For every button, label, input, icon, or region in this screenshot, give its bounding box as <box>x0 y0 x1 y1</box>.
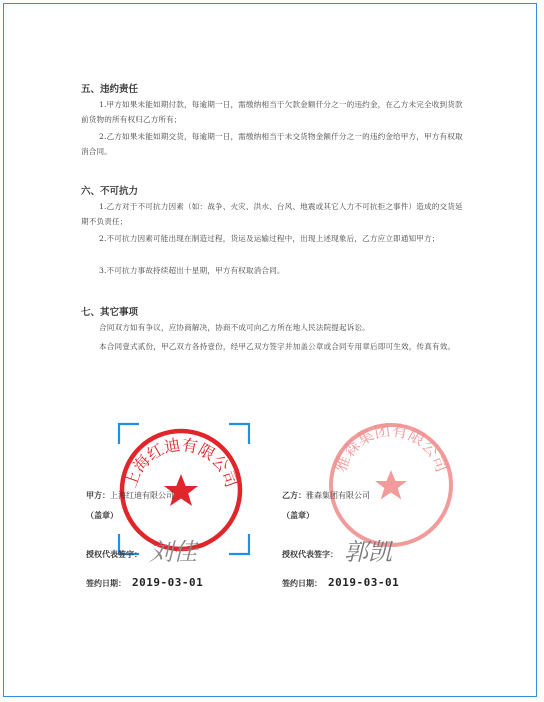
party-b-line <box>282 490 370 501</box>
section-title-other: 七、其它事项 <box>81 307 139 318</box>
party-a-date: 2019-03-01 <box>132 576 204 589</box>
party-b-label: 乙方： <box>282 491 306 500</box>
party-a-name: 上海红迪有限公司 <box>110 491 174 500</box>
party-a-signature-text: 刘佳 <box>149 538 197 566</box>
paragraph: 2.不可抗力因素可能出现在制造过程，货运及运输过程中，出现上述现象后，乙方应立即通知甲方； <box>99 234 440 243</box>
party-a-signature <box>145 530 205 570</box>
paragraph: 1.乙方对于不可抗力因素（如：战争、火灾、洪水、台风、地震或其它人力不可抗拒之事件）造成的交货延期不负责任； <box>81 202 463 226</box>
party-a-date-line <box>86 576 203 589</box>
paragraph: 3.不可抗力事故持续超出十星期，甲方有权取消合同。 <box>99 266 285 275</box>
section-title-force-majeure: 六、不可抗力 <box>81 186 139 197</box>
party-b-date-line <box>282 576 399 589</box>
paragraph: 1.甲方如果未能如期付款，每逾期一日，需缴纳相当于欠款金额仟分之一的违约金，在乙方未完全收到货款前货物的所有权归乙方所有； <box>81 100 463 124</box>
party-b-stamp-text: 雅森集团有限公司 <box>330 420 452 475</box>
paragraph: 合同双方如有争议，应协商解决，协商不成可向乙方所在地人民法院提起诉讼。 <box>99 323 371 332</box>
party-a-rep-label: 授权代表签字： <box>86 550 142 559</box>
party-a-seal-note: （盖章） <box>86 511 118 520</box>
party-a-line <box>86 490 174 501</box>
section-title-breach: 五、违约责任 <box>81 84 139 95</box>
paragraph: 2.乙方如果未能如期交货，每逾期一日，需缴纳相当于未交货物金额仟分之一的违约金给甲方，甲方有权取消合同。 <box>81 132 463 156</box>
party-b-name: 雅森集团有限公司 <box>306 491 370 500</box>
party-b-seal-note: （盖章） <box>282 511 314 520</box>
party-a-stamp-text: 上海红迪有限公司 <box>120 435 242 490</box>
svg-text:雅森集团有限公司 <box>330 421 451 475</box>
party-a-date-label: 签约日期： <box>86 579 126 588</box>
paragraph: 本合同壹式贰份，甲乙双方各持壹份，经甲乙双方签字并加盖公章或合同专用章后即可生效，传真有效。 <box>99 342 456 351</box>
party-a-label: 甲方： <box>86 491 110 500</box>
party-b-date-label: 签约日期： <box>282 579 322 588</box>
party-b-rep-label: 授权代表签字： <box>282 550 338 559</box>
party-b-signature <box>340 528 406 570</box>
party-b-signature-text: 郭凯 <box>344 538 392 566</box>
party-b-date: 2019-03-01 <box>328 576 400 589</box>
